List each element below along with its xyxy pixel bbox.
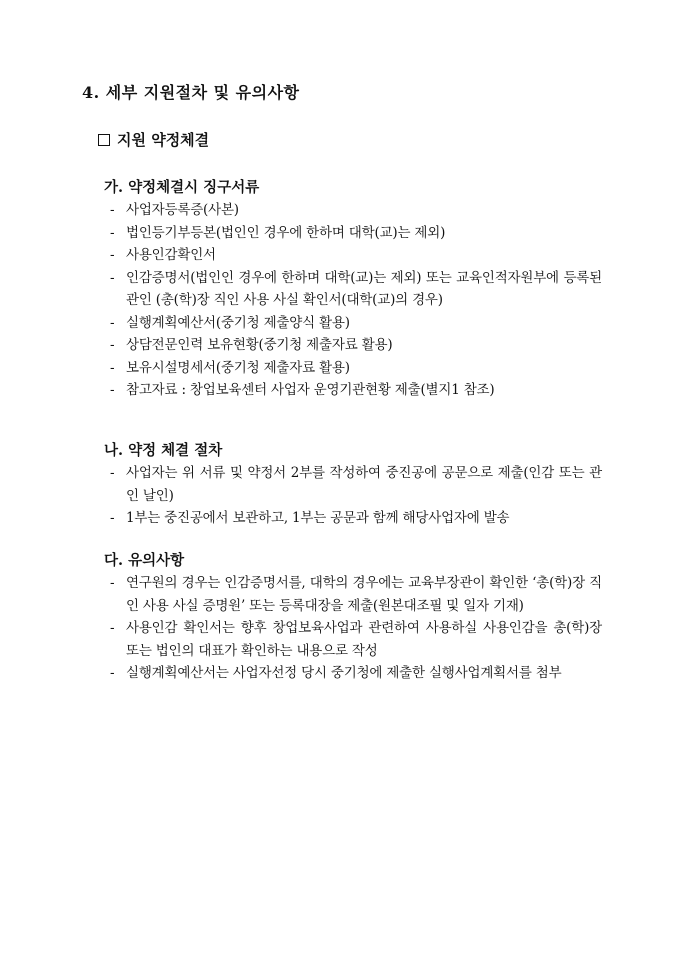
- list-item-text: 사용인감 확인서는 향후 창업보육사업과 관련하여 사용하실 사용인감을 총(학)장 또는 법인의 대표가 확인하는 내용으로 작성: [126, 620, 602, 659]
- list-item: - 보유시설명세서(중기청 제출자료 활용): [104, 357, 602, 380]
- main-title: 4. 세부 지원절차 및 유의사항: [82, 83, 300, 102]
- list-item-text: 상담전문인력 보유현황(중기청 제출자료 활용): [126, 337, 393, 353]
- section-heading: 나. 약정 체결 절차: [104, 442, 223, 459]
- list-item-text: 실행계획예산서(중기청 제출양식 활용): [126, 314, 350, 331]
- list-item: - 사용인감 확인서는 향후 창업보육사업과 관련하여 사용하실 사용인감을 총(학)장 또는 법인의 대표가 확인하는 내용으로 작성: [104, 617, 602, 662]
- list-item-text: 실행계획예산서는 사업자선정 당시 중기청에 제출한 실행사업계획서를 첨부: [126, 665, 562, 681]
- list-item: - 연구원의 경우는 인감증명서를, 대학의 경우에는 교육부장관이 확인한 ‘총(학)장 직인 사용 사실 증명원’ 또는 등록대장을 제출(원본대조필 및 일자 기재): [104, 572, 602, 617]
- list-item: - 인감증명서(법인인 경우에 한하며 대학(교)는 제외) 또는 교육인적자원부에 등록된 관인 (총(학)장 직인 사용 사실 확인서(대학(교)의 경우): [104, 267, 602, 312]
- list-item: - 사업자등록증(사본): [104, 199, 602, 222]
- item-list: [104, 199, 604, 402]
- section-da: [104, 550, 604, 685]
- list-item-text: 보유시설명세서(중기청 제출자료 활용): [126, 359, 350, 376]
- list-item: - 1부는 중진공에서 보관하고, 1부는 공문과 함께 해당사업자에 발송: [104, 507, 602, 530]
- list-item: - 실행계획예산서는 사업자선정 당시 중기청에 제출한 실행사업계획서를 첨부: [104, 662, 602, 685]
- list-item: - 사업자는 위 서류 및 약정서 2부를 작성하여 중진공에 공문으로 제출(인감 또는 관인 날인): [104, 462, 602, 507]
- section-heading: 가. 약정체결시 징구서류: [104, 179, 260, 196]
- list-item: - 사용인감확인서: [104, 244, 602, 267]
- list-item: - 상담전문인력 보유현황(중기청 제출자료 활용): [104, 334, 602, 357]
- box-title-text: 지원 약정체결: [117, 131, 210, 149]
- section-ga: [104, 177, 604, 402]
- empty-square-icon: [98, 134, 110, 146]
- list-item-text: 사용인감확인서: [126, 247, 216, 263]
- item-list: [104, 462, 604, 530]
- list-item-text: 사업자등록증(사본): [126, 202, 239, 218]
- item-list: [104, 572, 604, 685]
- list-item-text: 사업자는 위 서류 및 약정서 2부를 작성하여 중진공에 공문으로 제출(인감 또는 관인 날인): [126, 465, 602, 504]
- box-title: [98, 129, 209, 150]
- list-item: - 참고자료 : 창업보육센터 사업자 운영기관현황 제출(별지1 참조): [104, 379, 602, 402]
- list-item-text: 연구원의 경우는 인감증명서를, 대학의 경우에는 교육부장관이 확인한 ‘총(학)장 직인 사용 사실 증명원’ 또는 등록대장을 제출(원본대조필 및 일자 기재): [126, 575, 602, 614]
- list-item-text: 1부는 중진공에서 보관하고, 1부는 공문과 함께 해당사업자에 발송: [126, 510, 510, 526]
- list-item-text: 인감증명서(법인인 경우에 한하며 대학(교)는 제외) 또는 교육인적자원부에 등록된 관인 (총(학)장 직인 사용 사실 확인서(대학(교)의 경우): [126, 269, 602, 308]
- list-item: - 법인등기부등본(법인인 경우에 한하며 대학(교)는 제외): [104, 222, 602, 245]
- list-item-text: 참고자료 : 창업보육센터 사업자 운영기관현황 제출(별지1 참조): [126, 382, 495, 398]
- list-item-text: 법인등기부등본(법인인 경우에 한하며 대학(교)는 제외): [126, 224, 446, 241]
- section-heading: 다. 유의사항: [104, 552, 185, 569]
- list-item: - 실행계획예산서(중기청 제출양식 활용): [104, 312, 602, 335]
- section-na: [104, 440, 604, 530]
